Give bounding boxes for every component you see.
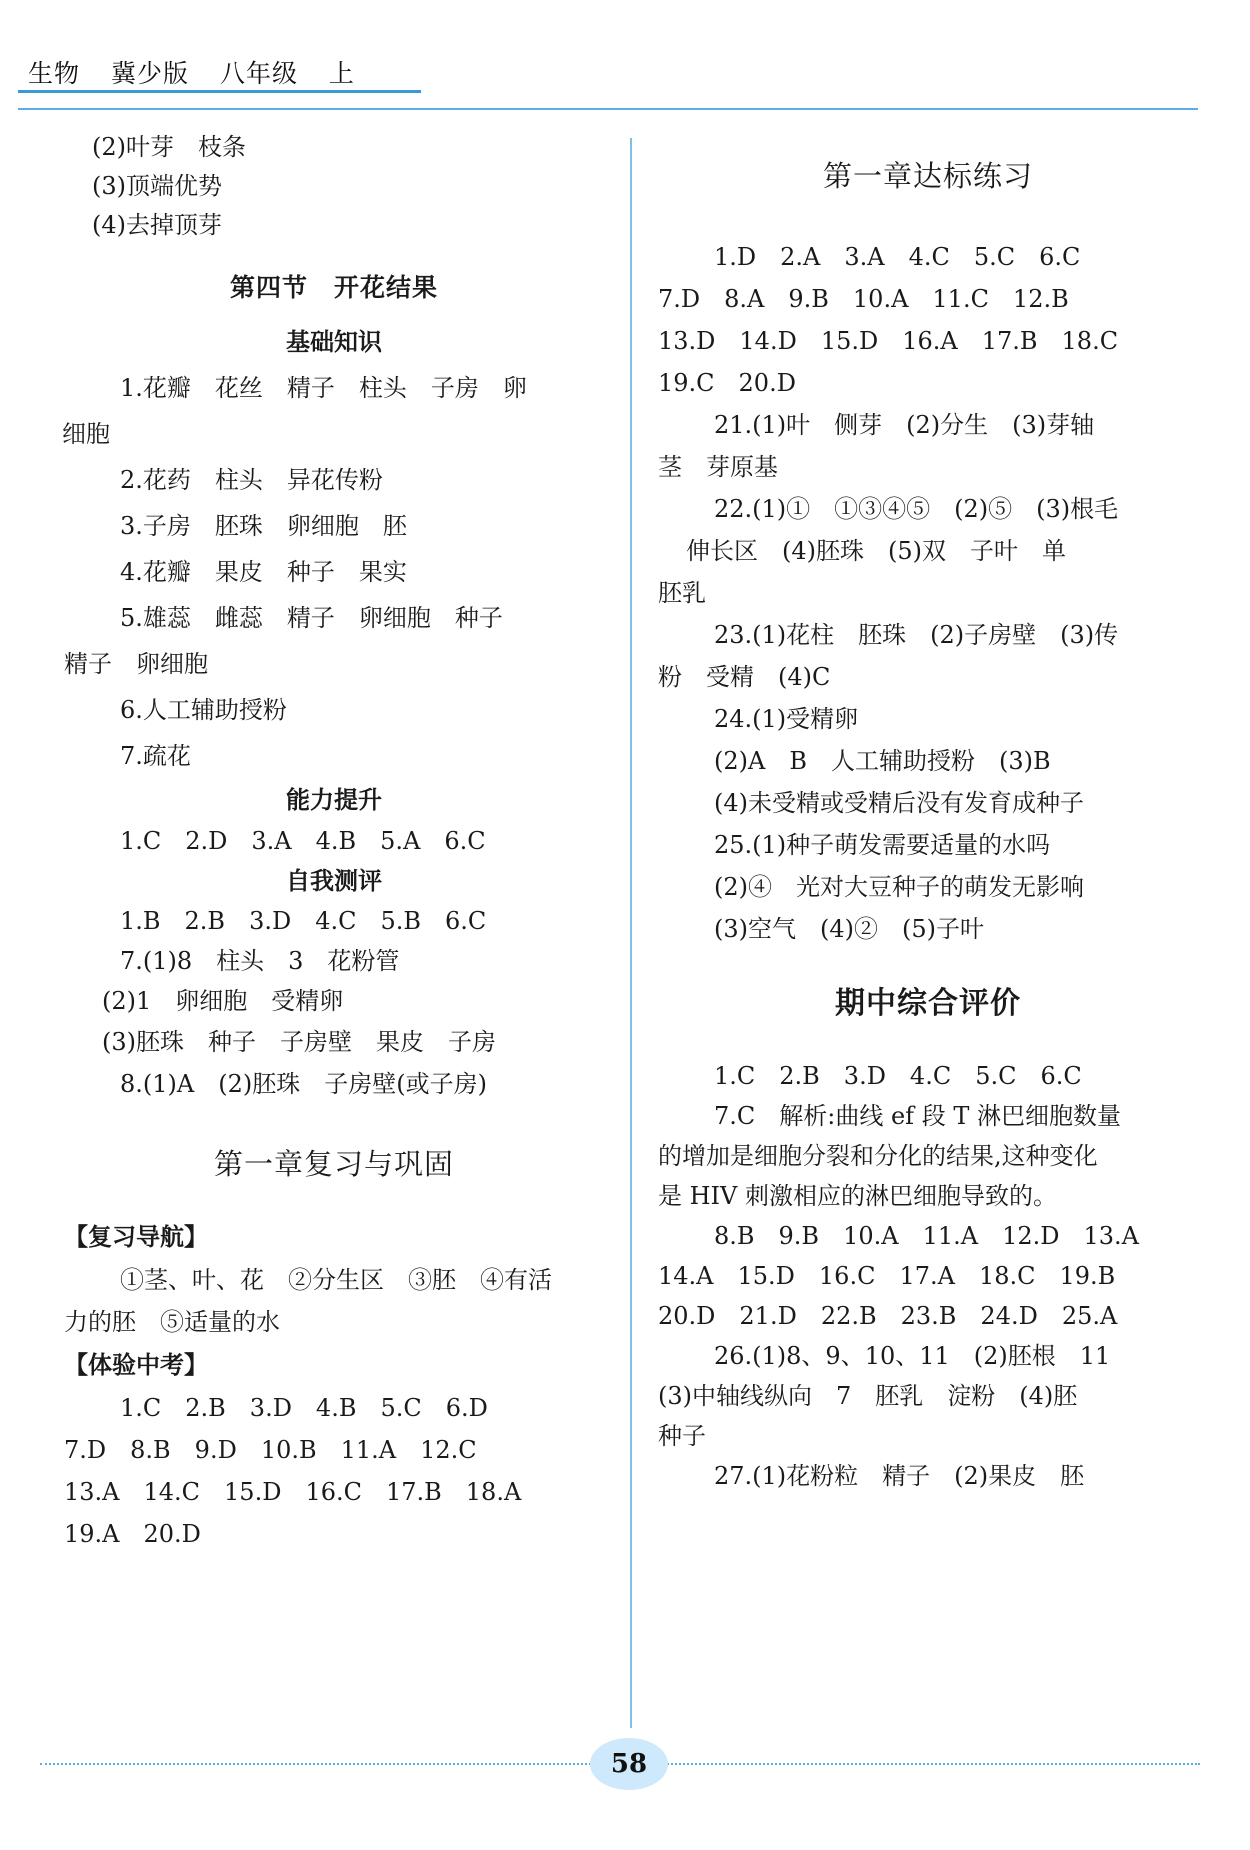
answer-line: 13.D 14.D 15.D 16.A 17.B 18.C bbox=[658, 327, 1119, 355]
answer-line: (4)去掉顶芽 bbox=[92, 211, 222, 239]
answer-line: (4)未受精或受精后没有发育成种子 bbox=[714, 789, 1084, 817]
answer-line-wrap: 力的胚 ⑤适量的水 bbox=[64, 1308, 280, 1336]
answer-line: 25.(1)种子萌发需要适量的水吗 bbox=[714, 831, 1051, 859]
answer-line-wrap: 粉 受精 (4)C bbox=[658, 663, 831, 691]
header-subject: 生物 bbox=[28, 59, 81, 88]
answer-line: 13.A 14.C 15.D 16.C 17.B 18.A bbox=[64, 1478, 522, 1506]
answer-line-wrap: 伸长区 (4)胚珠 (5)双 子叶 单 bbox=[686, 537, 1066, 565]
chapter-practice-title: 第一章达标练习 bbox=[822, 159, 1033, 193]
section-title: 第四节 开花结果 bbox=[229, 273, 438, 302]
answer-line: 14.A 15.D 16.C 17.A 18.C 19.B bbox=[658, 1262, 1116, 1290]
subsection-title: 能力提升 bbox=[286, 786, 382, 814]
answer-line: 19.A 20.D bbox=[64, 1520, 201, 1548]
answer-line-wrap: 是 HIV 刺激相应的淋巴细胞导致的。 bbox=[658, 1182, 1057, 1210]
answer-line: 4.花瓣 果皮 种子 果实 bbox=[120, 558, 407, 586]
answer-line-wrap: (3)中轴线纵向 7 胚乳 淀粉 (4)胚 bbox=[658, 1382, 1078, 1410]
answer-line: 26.(1)8、9、10、11 (2)胚根 11 bbox=[714, 1342, 1111, 1370]
answer-line: 1.D 2.A 3.A 4.C 5.C 6.C bbox=[714, 243, 1081, 271]
subsection-title: 自我测评 bbox=[286, 867, 382, 895]
answer-line: 7.(1)8 柱头 3 花粉管 bbox=[120, 947, 400, 975]
answer-line: 27.(1)花粉粒 精子 (2)果皮 胚 bbox=[714, 1462, 1085, 1490]
answer-line: 7.C 解析:曲线 ef 段 T 淋巴细胞数量 bbox=[714, 1102, 1121, 1130]
answer-line: 20.D 21.D 22.B 23.B 24.D 25.A bbox=[658, 1302, 1118, 1330]
answer-line: (3)顶端优势 bbox=[92, 172, 222, 200]
header-rule bbox=[18, 108, 1198, 110]
answer-line: 22.(1)① ①③④⑤ (2)⑤ (3)根毛 bbox=[714, 495, 1119, 523]
answer-line: 8.(1)A (2)胚珠 子房壁(或子房) bbox=[120, 1070, 487, 1098]
footer-dotted-rule-left bbox=[40, 1763, 595, 1765]
answer-line: 19.C 20.D bbox=[658, 369, 796, 397]
right-column bbox=[658, 128, 1198, 1496]
answer-line: (2)1 卵细胞 受精卵 bbox=[102, 987, 344, 1015]
answer-line: 1.C 2.D 3.A 4.B 5.A 6.C bbox=[120, 827, 486, 855]
answer-line: 1.C 2.B 3.D 4.C 5.C 6.C bbox=[714, 1062, 1082, 1090]
answer-line: 6.人工辅助授粉 bbox=[120, 696, 287, 724]
answer-line: 23.(1)花柱 胚珠 (2)子房壁 (3)传 bbox=[714, 621, 1119, 649]
answer-line: 24.(1)受精卵 bbox=[714, 705, 859, 733]
review-nav-tag: 【复习导航】 bbox=[64, 1223, 208, 1251]
answer-line: 1.B 2.B 3.D 4.C 5.B 6.C bbox=[120, 907, 487, 935]
answer-line-wrap: 茎 芽原基 bbox=[658, 453, 778, 481]
answer-line: 1.花瓣 花丝 精子 柱头 子房 卵 bbox=[120, 374, 527, 402]
answer-line: (2)④ 光对大豆种子的萌发无影响 bbox=[714, 873, 1084, 901]
left-column bbox=[64, 128, 604, 1555]
running-header bbox=[28, 54, 377, 90]
answer-line-wrap: 的增加是细胞分裂和分化的结果,这种变化 bbox=[658, 1142, 1098, 1170]
column-divider bbox=[630, 138, 632, 1728]
answer-line-wrap: 精子 卵细胞 bbox=[64, 650, 208, 678]
header-grade: 八年级 bbox=[219, 59, 298, 88]
answer-line: 7.疏花 bbox=[120, 742, 191, 770]
answer-line: 2.花药 柱头 异花传粉 bbox=[120, 466, 383, 494]
header-edition: 冀少版 bbox=[110, 59, 189, 88]
midterm-title: 期中综合评价 bbox=[835, 986, 1021, 1021]
answer-line: (2)叶芽 枝条 bbox=[92, 133, 246, 161]
answer-line: (2)A B 人工辅助授粉 (3)B bbox=[714, 747, 1051, 775]
header-underline-thick bbox=[18, 90, 421, 93]
answer-line: 3.子房 胚珠 卵细胞 胚 bbox=[120, 512, 407, 540]
subsection-title: 基础知识 bbox=[286, 328, 382, 356]
answer-line: 1.C 2.B 3.D 4.B 5.C 6.D bbox=[120, 1394, 488, 1422]
exam-tag: 【体验中考】 bbox=[64, 1351, 208, 1379]
answer-line-wrap: 胚乳 bbox=[658, 579, 706, 607]
answer-line: (3)空气 (4)② (5)子叶 bbox=[714, 915, 984, 943]
answer-line-wrap: 细胞 bbox=[62, 420, 110, 448]
answer-line: 7.D 8.B 9.D 10.B 11.A 12.C bbox=[64, 1436, 477, 1464]
footer-dotted-rule-right bbox=[660, 1763, 1200, 1765]
answer-line: ①茎、叶、花 ②分生区 ③胚 ④有活 bbox=[120, 1266, 552, 1294]
answer-line: 5.雄蕊 雌蕊 精子 卵细胞 种子 bbox=[120, 604, 503, 632]
answer-line: 8.B 9.B 10.A 11.A 12.D 13.A bbox=[714, 1222, 1139, 1250]
page-number: 58 bbox=[590, 1738, 668, 1790]
answer-line: 7.D 8.A 9.B 10.A 11.C 12.B bbox=[658, 285, 1069, 313]
answer-line-wrap: 种子 bbox=[658, 1422, 706, 1450]
chapter-review-title: 第一章复习与巩固 bbox=[213, 1147, 454, 1181]
header-volume: 上 bbox=[328, 59, 355, 88]
answer-line: 21.(1)叶 侧芽 (2)分生 (3)芽轴 bbox=[714, 411, 1095, 439]
answer-line: (3)胚珠 种子 子房壁 果皮 子房 bbox=[102, 1028, 496, 1056]
